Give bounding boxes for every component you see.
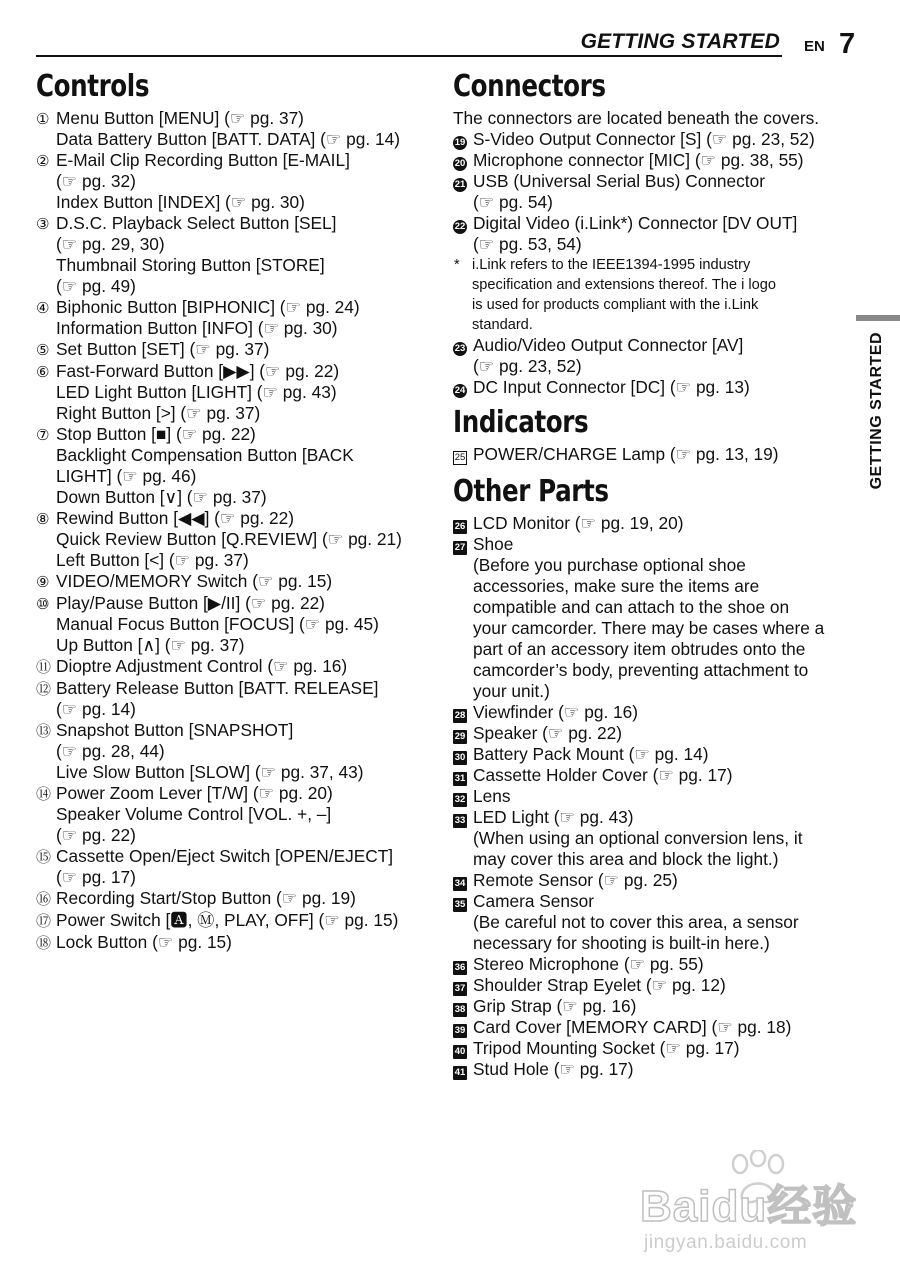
item-line: Stereo Microphone (☞ pg. 55) — [473, 954, 704, 974]
item-number: 26 — [454, 521, 466, 532]
item-line: Shoe — [473, 534, 514, 554]
item-text — [473, 786, 853, 807]
item-line: Speaker Volume Control [VOL. +, –] — [56, 804, 332, 824]
item-number-wrap — [453, 335, 473, 377]
item-number-wrap — [453, 1059, 473, 1080]
control-item — [36, 888, 436, 910]
item-number-wrap — [453, 996, 473, 1017]
item-line: (☞ pg. 23, 52) — [473, 356, 582, 376]
item-text — [473, 1017, 853, 1038]
item-text — [56, 339, 436, 361]
part-item — [453, 702, 853, 723]
item-number: 31 — [454, 773, 466, 784]
item-number-wrap — [36, 571, 56, 593]
item-line: (☞ pg. 53, 54) — [473, 234, 582, 254]
item-line: Shoulder Strap Eyelet (☞ pg. 12) — [473, 975, 726, 995]
item-text — [473, 1038, 853, 1059]
item-number: 27 — [454, 542, 466, 553]
item-number-wrap — [453, 129, 473, 150]
item-number-wrap — [453, 444, 473, 465]
item-number: ③ — [36, 216, 50, 233]
item-number-wrap — [453, 1017, 473, 1038]
item-line: DC Input Connector [DC] (☞ pg. 13) — [473, 377, 750, 397]
item-text — [473, 377, 853, 398]
item-number: 21 — [454, 179, 466, 190]
item-number: ⑯ — [36, 891, 52, 908]
connectors-heading: Connectors — [453, 69, 606, 104]
control-item — [36, 297, 436, 339]
control-item — [36, 720, 436, 783]
item-number-wrap — [36, 361, 56, 424]
item-number-wrap — [453, 534, 473, 702]
item-text — [473, 891, 853, 954]
item-number-wrap — [453, 723, 473, 744]
item-line: Information Button [INFO] (☞ pg. 30) — [56, 318, 338, 338]
item-line: part of an accessory item obtrudes onto the — [473, 639, 806, 659]
header-rule — [36, 55, 782, 57]
item-line: Stop Button [■] (☞ pg. 22) — [56, 424, 256, 444]
item-line: Play/Pause Button [▶/II] (☞ pg. 22) — [56, 593, 325, 613]
item-number: 20 — [454, 158, 466, 169]
indicator-item — [453, 444, 853, 465]
item-number-wrap — [36, 846, 56, 888]
item-line: USB (Universal Serial Bus) Connector — [473, 171, 765, 191]
item-line: Audio/Video Output Connector [AV] — [473, 335, 744, 355]
item-line: Right Button [>] (☞ pg. 37) — [56, 403, 261, 423]
item-number: 39 — [454, 1025, 466, 1036]
item-number: ⑦ — [36, 427, 50, 444]
section-title: GETTING STARTED — [580, 30, 780, 53]
item-text — [473, 534, 853, 702]
item-line: Grip Strap (☞ pg. 16) — [473, 996, 637, 1016]
page-header — [36, 30, 900, 60]
item-number: ⑭ — [36, 786, 52, 803]
item-text — [56, 910, 436, 932]
item-number-wrap — [36, 783, 56, 846]
item-line: Battery Release Button [BATT. RELEASE] — [56, 678, 379, 698]
control-item — [36, 932, 436, 954]
connector-item — [453, 129, 853, 150]
item-number: 32 — [454, 794, 466, 805]
footnote-text — [472, 255, 853, 335]
item-number: 33 — [454, 815, 466, 826]
item-line: your unit.) — [473, 681, 550, 701]
item-number: 25 — [454, 452, 466, 463]
item-line: compatible and can attach to the shoe on — [473, 597, 790, 617]
watermark-text: Baidu经验 — [640, 1182, 858, 1231]
item-text — [56, 361, 436, 424]
item-line: camcorder’s body, preventing attachment to — [473, 660, 809, 680]
item-line: Fast-Forward Button [▶▶] (☞ pg. 22) — [56, 361, 340, 381]
item-text — [56, 846, 436, 888]
control-item — [36, 846, 436, 888]
part-item — [453, 954, 853, 975]
language-code: EN — [804, 38, 825, 55]
other-parts-heading: Other Parts — [453, 474, 609, 509]
item-text — [473, 171, 853, 213]
item-number-wrap — [453, 765, 473, 786]
control-item — [36, 361, 436, 424]
item-text — [473, 335, 853, 377]
control-item — [36, 678, 436, 720]
item-text — [56, 150, 436, 213]
item-text — [56, 720, 436, 783]
item-line: (Be careful not to cover this area, a sensor — [473, 912, 799, 932]
footnote-line: standard. — [472, 317, 533, 333]
item-number: 41 — [454, 1067, 466, 1078]
control-item — [36, 213, 436, 297]
control-item — [36, 571, 436, 593]
item-line: Up Button [∧] (☞ pg. 37) — [56, 635, 245, 655]
side-tab-label: GETTING STARTED — [868, 332, 885, 490]
indicators-list — [453, 444, 853, 465]
part-item — [453, 534, 853, 702]
item-line: VIDEO/MEMORY Switch (☞ pg. 15) — [56, 571, 333, 591]
controls-list — [36, 108, 436, 954]
connector-item — [453, 213, 853, 255]
item-line: Thumbnail Storing Button [STORE] — [56, 255, 325, 275]
control-item — [36, 108, 436, 150]
item-number: ⑬ — [36, 723, 52, 740]
part-item — [453, 1059, 853, 1080]
item-number-wrap — [453, 954, 473, 975]
item-number-wrap — [36, 678, 56, 720]
item-number-wrap — [36, 932, 56, 954]
item-number: ⑧ — [36, 511, 50, 528]
item-text — [56, 213, 436, 297]
item-text — [56, 508, 436, 571]
item-number-wrap — [36, 150, 56, 213]
page-number: 7 — [839, 28, 856, 60]
item-text — [56, 108, 436, 150]
item-number-wrap — [36, 910, 56, 932]
item-line: necessary for shooting is built-in here.) — [473, 933, 770, 953]
item-line: (☞ pg. 22) — [56, 825, 136, 845]
item-number: ⑤ — [36, 342, 50, 359]
item-number: ④ — [36, 300, 50, 317]
item-line: D.S.C. Playback Select Button [SEL] — [56, 213, 337, 233]
item-number: 38 — [454, 1004, 466, 1015]
item-line: S-Video Output Connector [S] (☞ pg. 23, 52) — [473, 129, 815, 149]
connector-item — [453, 377, 853, 398]
item-line: Backlight Compensation Button [BACK — [56, 445, 354, 465]
item-text — [56, 593, 436, 656]
item-line: (Before you purchase optional shoe — [473, 555, 746, 575]
item-number-wrap — [453, 870, 473, 891]
item-number-wrap — [36, 424, 56, 508]
control-item — [36, 783, 436, 846]
item-number: 34 — [454, 878, 466, 889]
item-number-wrap — [453, 171, 473, 213]
item-line: Digital Video (i.Link*) Connector [DV OUT] — [473, 213, 798, 233]
item-line: may cover this area and block the light.) — [473, 849, 779, 869]
item-line: Card Cover [MEMORY CARD] (☞ pg. 18) — [473, 1017, 792, 1037]
item-line: Recording Start/Stop Button (☞ pg. 19) — [56, 888, 356, 908]
item-text — [56, 656, 436, 678]
item-line: (☞ pg. 54) — [473, 192, 553, 212]
control-item — [36, 656, 436, 678]
item-number-wrap — [453, 150, 473, 171]
item-text — [473, 744, 853, 765]
part-item — [453, 870, 853, 891]
part-item — [453, 1017, 853, 1038]
ilink-footnote — [453, 255, 853, 335]
item-number-wrap — [36, 888, 56, 910]
item-text — [56, 783, 436, 846]
item-text — [473, 870, 853, 891]
item-number-wrap — [453, 513, 473, 534]
item-line: LED Light Button [LIGHT] (☞ pg. 43) — [56, 382, 337, 402]
item-number: ⑥ — [36, 364, 50, 381]
item-number-wrap — [453, 1038, 473, 1059]
footnote-mark: * — [454, 257, 460, 273]
item-number-wrap — [453, 786, 473, 807]
item-line: Lens — [473, 786, 511, 806]
item-text — [56, 932, 436, 954]
item-number-wrap — [36, 108, 56, 150]
item-text — [473, 702, 853, 723]
item-line: (☞ pg. 29, 30) — [56, 234, 165, 254]
item-line: (☞ pg. 17) — [56, 867, 136, 887]
connectors-intro: The connectors are located beneath the covers. — [453, 108, 820, 128]
item-text — [473, 213, 853, 255]
control-item — [36, 910, 436, 932]
item-line: LCD Monitor (☞ pg. 19, 20) — [473, 513, 684, 533]
item-number: 19 — [454, 137, 466, 148]
item-line: your camcorder. There may be cases where a — [473, 618, 825, 638]
part-item — [453, 765, 853, 786]
item-number: 23 — [454, 343, 466, 354]
item-line: (☞ pg. 32) — [56, 171, 136, 191]
item-line: LED Light (☞ pg. 43) — [473, 807, 634, 827]
item-number-wrap — [453, 377, 473, 398]
item-number-wrap — [36, 297, 56, 339]
control-item — [36, 339, 436, 361]
item-line: Menu Button [MENU] (☞ pg. 37) — [56, 108, 304, 128]
item-number: ② — [36, 153, 50, 170]
controls-column — [36, 66, 436, 954]
item-number: ⑱ — [36, 935, 52, 952]
item-number: 36 — [454, 962, 466, 973]
item-line: Cassette Holder Cover (☞ pg. 17) — [473, 765, 733, 785]
connector-item — [453, 335, 853, 377]
item-line: Power Switch [🅰, Ⓜ, PLAY, OFF] (☞ pg. 15) — [56, 910, 399, 930]
indicators-heading: Indicators — [453, 405, 589, 440]
item-line: Remote Sensor (☞ pg. 25) — [473, 870, 678, 890]
item-text — [473, 807, 853, 870]
item-line: Tripod Mounting Socket (☞ pg. 17) — [473, 1038, 740, 1058]
part-item — [453, 975, 853, 996]
item-line: (When using an optional conversion lens, it — [473, 828, 803, 848]
item-line: Live Slow Button [SLOW] (☞ pg. 37, 43) — [56, 762, 364, 782]
watermark-url: jingyan.baidu.com — [644, 1232, 808, 1253]
item-text — [473, 954, 853, 975]
item-text — [473, 150, 853, 171]
item-number: 37 — [454, 983, 466, 994]
item-text — [473, 765, 853, 786]
part-item — [453, 996, 853, 1017]
item-line: Viewfinder (☞ pg. 16) — [473, 702, 639, 722]
item-line: Down Button [∨] (☞ pg. 37) — [56, 487, 267, 507]
item-line: accessories, make sure the items are — [473, 576, 760, 596]
item-line: Microphone connector [MIC] (☞ pg. 38, 55) — [473, 150, 804, 170]
item-line: Manual Focus Button [FOCUS] (☞ pg. 45) — [56, 614, 379, 634]
item-number: 40 — [454, 1046, 466, 1057]
part-item — [453, 891, 853, 954]
item-number: ⑨ — [36, 574, 50, 591]
item-line: Stud Hole (☞ pg. 17) — [473, 1059, 634, 1079]
item-number: ⑫ — [36, 681, 52, 698]
item-line: Quick Review Button [Q.REVIEW] (☞ pg. 21) — [56, 529, 402, 549]
item-number: 35 — [454, 899, 466, 910]
item-text — [473, 996, 853, 1017]
item-number: 28 — [454, 710, 466, 721]
item-text — [56, 424, 436, 508]
item-line: Data Battery Button [BATT. DATA] (☞ pg. 14) — [56, 129, 400, 149]
item-number-wrap — [36, 213, 56, 297]
item-number: ⑰ — [36, 913, 52, 930]
footnote-line: is used for products compliant with the i.Link — [472, 297, 759, 313]
part-item — [453, 744, 853, 765]
item-line: Biphonic Button [BIPHONIC] (☞ pg. 24) — [56, 297, 360, 317]
item-line: (☞ pg. 28, 44) — [56, 741, 165, 761]
controls-heading: Controls — [36, 69, 150, 104]
item-line: Set Button [SET] (☞ pg. 37) — [56, 339, 270, 359]
item-number: ⑩ — [36, 596, 50, 613]
item-line: Battery Pack Mount (☞ pg. 14) — [473, 744, 709, 764]
item-number: 30 — [454, 752, 466, 763]
item-line: Lock Button (☞ pg. 15) — [56, 932, 232, 952]
item-number: ⑪ — [36, 659, 52, 676]
item-number-wrap — [36, 339, 56, 361]
item-number: ⑮ — [36, 849, 52, 866]
control-item — [36, 424, 436, 508]
item-text — [473, 444, 853, 465]
control-item — [36, 593, 436, 656]
item-line: Left Button [<] (☞ pg. 37) — [56, 550, 249, 570]
item-line: Cassette Open/Eject Switch [OPEN/EJECT] — [56, 846, 394, 866]
item-number-wrap — [453, 891, 473, 954]
item-text — [56, 571, 436, 593]
item-line: Snapshot Button [SNAPSHOT] — [56, 720, 294, 740]
item-line: Rewind Button [◀◀] (☞ pg. 22) — [56, 508, 295, 528]
item-number-wrap — [36, 508, 56, 571]
item-text — [56, 297, 436, 339]
item-line: (☞ pg. 49) — [56, 276, 136, 296]
item-number-wrap — [36, 720, 56, 783]
footnote-line: i.Link refers to the IEEE1394-1995 industry — [472, 257, 751, 273]
item-text — [56, 678, 436, 720]
item-text — [473, 975, 853, 996]
connectors-list — [453, 129, 853, 255]
item-number-wrap — [453, 975, 473, 996]
item-line: Power Zoom Lever [T/W] (☞ pg. 20) — [56, 783, 333, 803]
right-column — [453, 66, 853, 1080]
control-item — [36, 150, 436, 213]
item-text — [56, 888, 436, 910]
item-number-wrap — [453, 213, 473, 255]
item-line: E-Mail Clip Recording Button [E-MAIL] — [56, 150, 350, 170]
item-number: ① — [36, 111, 50, 128]
connector-item — [453, 150, 853, 171]
connectors-list-continued — [453, 335, 853, 398]
item-line: Camera Sensor — [473, 891, 595, 911]
item-text — [473, 129, 853, 150]
item-line: (☞ pg. 14) — [56, 699, 136, 719]
side-tab-bar — [856, 315, 900, 321]
part-item — [453, 786, 853, 807]
item-line: Index Button [INDEX] (☞ pg. 30) — [56, 192, 305, 212]
item-text — [473, 1059, 853, 1080]
control-item — [36, 508, 436, 571]
other-parts-list — [453, 513, 853, 1080]
item-number-wrap — [36, 656, 56, 678]
item-line: POWER/CHARGE Lamp (☞ pg. 13, 19) — [473, 444, 779, 464]
item-number: 24 — [454, 385, 466, 396]
item-number-wrap — [453, 744, 473, 765]
footnote-line: specification and extensions thereof. The i logo — [472, 277, 776, 293]
connector-item — [453, 171, 853, 213]
item-text — [473, 723, 853, 744]
part-item — [453, 723, 853, 744]
item-line: Speaker (☞ pg. 22) — [473, 723, 623, 743]
baidu-watermark — [640, 1150, 880, 1270]
part-item — [453, 807, 853, 870]
item-number-wrap — [453, 807, 473, 870]
item-number-wrap — [453, 702, 473, 723]
item-text — [473, 513, 853, 534]
part-item — [453, 513, 853, 534]
part-item — [453, 1038, 853, 1059]
item-number: 22 — [454, 221, 466, 232]
item-line: Dioptre Adjustment Control (☞ pg. 16) — [56, 656, 348, 676]
item-number-wrap — [36, 593, 56, 656]
item-number: 29 — [454, 731, 466, 742]
item-line: LIGHT] (☞ pg. 46) — [56, 466, 197, 486]
